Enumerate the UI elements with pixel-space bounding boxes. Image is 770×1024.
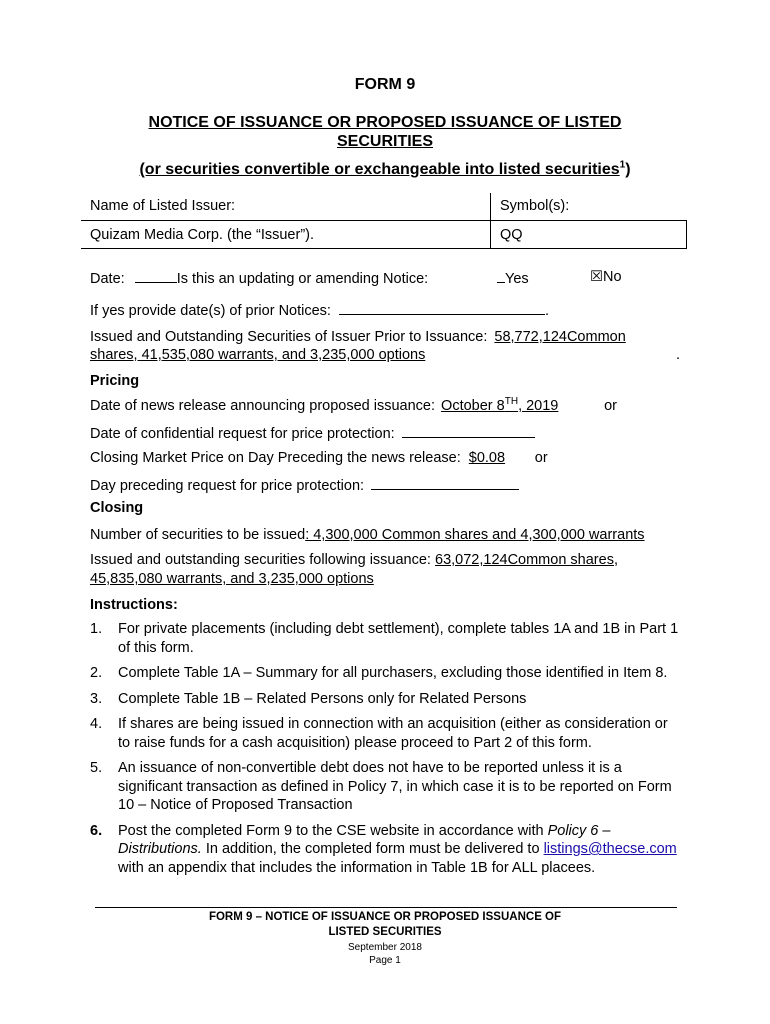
instruction-item bbox=[90, 620, 680, 657]
instruction-6-post: with an appendix that includes the information in Table 1B for ALL placees. bbox=[118, 859, 596, 876]
to-be-issued-label: Number of securities to be issued bbox=[90, 527, 306, 543]
issued-outstanding-line1 bbox=[90, 329, 626, 345]
issuer-table bbox=[81, 193, 687, 249]
instruction-item bbox=[90, 715, 680, 752]
instruction-number: 3. bbox=[90, 690, 103, 707]
issued-outstanding-value2: shares, 41,535,080 warrants, and 3,235,000 options bbox=[90, 347, 426, 363]
day-preceding-blank[interactable] bbox=[371, 476, 519, 490]
issued-outstanding-value1: 58,772,124Common bbox=[494, 329, 626, 345]
instruction-text: Complete Table 1A – Summary for all purchasers, excluding those identified in Item 8. bbox=[118, 665, 668, 681]
news-release-row bbox=[90, 398, 617, 414]
amending-question: Is this an updating or amending Notice: bbox=[176, 271, 429, 287]
closing-price-value: $0.08 bbox=[468, 450, 506, 466]
instruction-item bbox=[90, 822, 680, 878]
to-be-issued-value: : 4,300,000 Common shares and 4,300,000 warrants bbox=[305, 527, 645, 543]
issued-outstanding-label: Issued and Outstanding Securities of Issuer Prior to Issuance: bbox=[90, 329, 488, 345]
prior-notices-row bbox=[90, 301, 549, 319]
footer-line2: LISTED SECURITIES bbox=[328, 926, 442, 938]
instruction-number: 6. bbox=[90, 822, 103, 839]
footer-line1: FORM 9 – NOTICE OF ISSUANCE OR PROPOSED ISSUANCE OF bbox=[208, 911, 562, 923]
news-release-label: Date of news release announcing proposed issuance: bbox=[90, 398, 436, 414]
issued-outstanding-end: . bbox=[676, 347, 681, 363]
footer-divider bbox=[95, 907, 677, 908]
following-row-line2 bbox=[90, 571, 374, 587]
footer-page-number: Page 1 bbox=[369, 955, 401, 966]
instruction-number: 5. bbox=[90, 760, 103, 776]
symbol-value: QQ bbox=[491, 221, 687, 249]
prior-notices-end: . bbox=[545, 303, 550, 319]
confidential-row bbox=[90, 424, 535, 442]
following-value2: 45,835,080 warrants, and 3,235,000 options bbox=[90, 571, 374, 587]
notice-title-line1: NOTICE OF ISSUANCE OR PROPOSED ISSUANCE OF LISTED bbox=[148, 114, 622, 131]
to-be-issued-row bbox=[90, 527, 645, 543]
confidential-blank[interactable] bbox=[402, 424, 535, 438]
yes-option[interactable] bbox=[497, 269, 529, 287]
confidential-label: Date of confidential request for price protection: bbox=[90, 426, 395, 442]
issuer-name-value: Quizam Media Corp. (the “Issuer”). bbox=[81, 221, 491, 249]
issued-outstanding-line2 bbox=[90, 347, 680, 363]
instruction-6-mid: In addition, the completed form must be delivered to bbox=[201, 841, 544, 857]
following-label: Issued and outstanding securities following issuance: bbox=[90, 552, 431, 568]
prior-notices-label: If yes provide date(s) of prior Notices: bbox=[90, 303, 331, 319]
symbol-label: Symbol(s): bbox=[491, 193, 687, 221]
instruction-text: If shares are being issued in connection with an acquisition (either as consideration or to raise funds for a cash acquisition) please proceed to Part 2 of this form. bbox=[118, 716, 668, 751]
form-title: FORM 9 bbox=[354, 76, 416, 93]
instruction-number: 2. bbox=[90, 665, 103, 681]
no-option[interactable] bbox=[590, 269, 622, 285]
closing-price-or: or bbox=[534, 450, 548, 466]
footer-date: September 2018 bbox=[348, 942, 422, 953]
yes-label: Yes bbox=[505, 271, 529, 287]
news-release-or: or bbox=[604, 398, 617, 414]
prior-notices-blank[interactable] bbox=[339, 301, 545, 315]
news-release-date: October 8 bbox=[441, 398, 505, 414]
issuer-name-label: Name of Listed Issuer: bbox=[81, 193, 491, 221]
instruction-6-pre: Post the completed Form 9 to the CSE website in accordance with bbox=[118, 822, 548, 839]
notice-title-line2: SECURITIES bbox=[336, 133, 433, 150]
notice-subtitle bbox=[0, 161, 770, 179]
listings-email-link[interactable]: listings@thecse.com bbox=[543, 841, 677, 857]
date-label: Date: bbox=[90, 271, 125, 287]
instructions-list bbox=[90, 620, 680, 884]
instruction-item bbox=[90, 664, 680, 683]
date-row bbox=[90, 269, 428, 287]
following-value1: 63,072,124Common shares, bbox=[435, 552, 618, 568]
instruction-text: An issuance of non-convertible debt does not have to be reported unless it is a significant transaction as defined in Policy 7, in which case it is to be reported on Form 10 – Notice of Proposed Transaction bbox=[118, 760, 672, 813]
closing-heading: Closing bbox=[90, 500, 144, 516]
checked-box-icon[interactable]: ☒ bbox=[590, 269, 603, 285]
pricing-heading: Pricing bbox=[90, 373, 140, 389]
instruction-text: Complete Table 1B – Related Persons only for Related Persons bbox=[118, 690, 527, 707]
subtitle-footnote-marker: 1 bbox=[619, 159, 626, 171]
instruction-number: 4. bbox=[90, 716, 103, 732]
day-preceding-label: Day preceding request for price protection: bbox=[90, 478, 365, 494]
following-row-line1 bbox=[90, 552, 618, 568]
instruction-number: 1. bbox=[90, 621, 103, 637]
yes-blank bbox=[497, 269, 505, 283]
instruction-6-policy: Policy 6 – Distributions. bbox=[118, 822, 611, 857]
no-label: No bbox=[603, 269, 622, 285]
subtitle-text: (or securities convertible or exchangeable into listed securities bbox=[139, 161, 620, 178]
closing-price-label: Closing Market Price on Day Preceding the news release: bbox=[90, 450, 461, 466]
instruction-item bbox=[90, 690, 680, 709]
date-blank[interactable] bbox=[135, 269, 177, 283]
subtitle-close: ) bbox=[625, 161, 631, 178]
news-release-value bbox=[441, 398, 596, 414]
news-release-year: , 2019 bbox=[518, 398, 559, 414]
closing-price-row bbox=[90, 450, 548, 466]
day-preceding-row bbox=[90, 476, 519, 494]
instruction-item bbox=[90, 759, 680, 815]
instructions-heading: Instructions: bbox=[90, 597, 178, 613]
instruction-text: For private placements (including debt settlement), complete tables 1A and 1B in Part 1 of this form. bbox=[118, 621, 679, 656]
news-release-date-suffix: TH bbox=[504, 396, 519, 408]
